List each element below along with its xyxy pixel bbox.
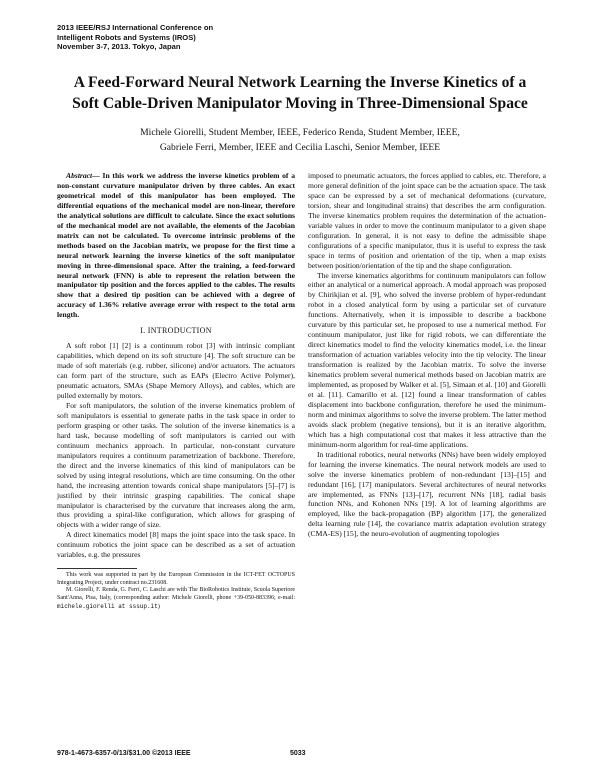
- author-line: Michele Giorelli, Student Member, IEEE, Federico Renda, Student Member, IEEE,: [140, 127, 460, 138]
- title-line: A Feed-Forward Neural Network Learning the Inverse Kinetics of a: [73, 74, 527, 91]
- abstract-text: — In this work we address the inverse kinetics problem of a non-constant curvature manipulator driven by three cables. An exact geometrical model of this manipulator has been employed. The differential equations of the mechanical model are non-linear, therefore the analytical solutions are difficult to calculate. Since the exact solutions of the mechanical model are not available, the elements of the Jacobian matrix can not be calculated. To overcome intrinsic problems of the methods based on the Jacobian matrix, we propose for the first time a neural network learning the inverse kinetics of the soft manipulator moving in three-dimensional space. After the training, a feed-forward neural network (FNN) is able to represent the relation between the manipulator tip position and the forces applied to the cables. The results show that a desired tip position can be achieved with a degree of accuracy of 1.36% relative average error with respect to the total arm length.: [57, 171, 295, 320]
- conference-line: 2013 IEEE/RSJ International Conference on: [57, 23, 214, 32]
- conference-date: November 3-7, 2013. Tokyo, Japan: [57, 42, 181, 52]
- page-number: 5033: [290, 750, 306, 757]
- footnote-rule: [57, 568, 137, 569]
- copyright-footer: 978-1-4673-6357-0/13/$31.00 ©2013 IEEE: [57, 750, 191, 757]
- right-column: [308, 171, 546, 539]
- abstract: [57, 171, 295, 320]
- abstract-label: Abstract: [66, 171, 93, 180]
- conference-header: [57, 23, 357, 52]
- paper-title: [40, 72, 560, 114]
- author-list: [70, 126, 530, 155]
- left-column: [57, 171, 295, 611]
- footnote-affiliation: [57, 587, 295, 611]
- footnote-funding: This work was supported in part by the European Commission in the ICT-FET OCTOPUS Integrating Project, under contract no.231608.: [57, 572, 295, 586]
- footnote-affiliation-text: M. Giorelli, F. Renda, G. Ferri, C. Laschi are with The BioRobotics Institute, Scuola Superiore Sant'Anna, Pisa, Italy, (corresponding author: Michele Giorelli, phone +39-050-883396; e-mail:: [57, 587, 295, 601]
- author-email[interactable]: michele.giorelli at sssup.it: [57, 602, 158, 610]
- body-paragraph: The inverse kinematics algorithms for continuum manipulators can follow either an analytical or a numerical approach. A modal approach was proposed by Chirikjian et al. [9], who solved the inverse problem of hyper-redundant robot in a closed analytical form by using a particular set of curvature functions. Alternatively, when it is impossible to describe a backbone curvature by this particular set, he proposed to use a numerical method. For continuum manipulator, just like for rigid robots, we can differentiate the direct kinematics model to find the velocity kinematics model, i.e. the linear transformation of actuation variables velocity into the tip velocity. The linear transformation is realized by the Jacobian matrix. To solve the inverse kinematics problem several numerical methods based on Jacobian matrix are implemented, as proposed by Walker et al. [5], Simaan et al. [10] and Giorelli et al. [11]. Camarillo et al. [12] found a linear transformation of cables displacement into backbone configuration, therefore he used the minimum-norm and minimax algorithms to solve the inverse problem. The latter method avoids slack problem (negative tensions), but it is an iterative algorithm, which has a high computational cost that makes it less attractive than the minimum-norm algorithm for real-time applications.: [308, 270, 546, 449]
- body-paragraph: imposed to pneumatic actuators, the forces applied to cables, etc. Therefore, a more general definition of the joint space can be the actuation space. The task space can be expressed by a set of mechanical deformations (curvature, torsion, shear and longitudinal strains) that describes the arm configuration. The inverse kinematics problem requires the determination of the actuation-variable values in order to move the continuum manipulator to a given shape configuration. In general, it is not easy to define the admissible shape configurations of a specific manipulator, thus it is useful to express the task space in terms of position and orientation of the tip, when a map exists between position/orientation of the tip and the shape configuration.: [308, 171, 546, 270]
- title-line: Soft Cable-Driven Manipulator Moving in Three-Dimensional Space: [72, 95, 528, 112]
- conference-line: Intelligent Robots and Systems (IROS): [57, 32, 196, 42]
- body-paragraph: For soft manipulators, the solution of the inverse kinematics problem of soft manipulators is essential to generate paths in the task space in order to perform grasping or other tasks. The solution of the inverse kinematics is a hard task, because modelling of soft manipulators is carried out with continuum mechanics approach. In particular, non-constant curvature manipulators requires a continuum parametrization of backbone. Therefore, the direct and the inverse kinematics of this kind of manipulators can be solved by using integral resolutions, which are time consuming. On the other hand, the increasing attention towards conical shape manipulators [5]–[7] is justified by their intrinsic grasping capabilities. The conical shape manipulator is characterised by the curvature that increases along the arm, thus providing a spiral-like configuration, which allows for grasping of objects with a wider range of size.: [57, 400, 295, 530]
- author-line: Gabriele Ferri, Member, IEEE and Cecilia Laschi, Senior Member, IEEE: [159, 141, 441, 153]
- footnote-end: ): [157, 603, 160, 610]
- body-paragraph: In traditional robotics, neural networks (NNs) have been widely employed for learning the inverse kinematics. The neural network models are used to solve the inverse kinematics problem of non-redundant [13]–[15] and redundant [16], [17] manipulators. Several architectures of neural networks are implemented, as FNNs [13]–[17], recurrent NNs [18], radial basis function NNs, and Kohonen NNs [19]. A lot of learning algorithms are employed, like the back-propagation (BP) algorithm [17], the generalized delta learning rule [14], the covariance matrix adaptation evolution strategy (CMA-ES) [15], the neuro-evolution of augmenting topologies: [308, 449, 546, 539]
- section-heading: I. INTRODUCTION: [140, 326, 212, 336]
- body-paragraph: A direct kinematics model [8] maps the joint space into the task space. In continuum robotics the joint space can be described as a set of actuation variables, e.g. the pressures: [57, 530, 295, 560]
- body-paragraph: A soft robot [1] [2] is a continuum robot [3] with intrinsic compliant capabilities, which depend on its soft structure [4]. The soft structure can be made of soft materials (e.g. rubber, silicone) and/or actuators. The actuators can form part of the structure, such as EAPs (Electro Active Polymer), pneumatic actuators, SMAs (Shape Memory Alloys), and cables, which are pulled externally by motors.: [57, 341, 295, 401]
